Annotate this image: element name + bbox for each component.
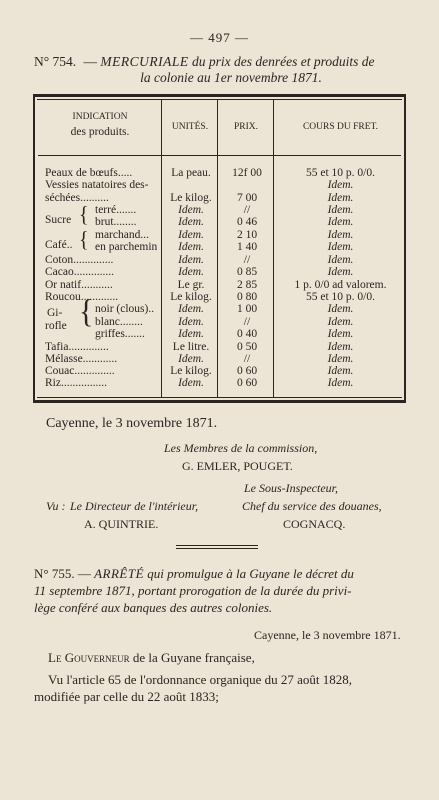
group-label-sucre: Sucre <box>45 214 72 226</box>
row-product-name: en parchemin <box>95 241 158 253</box>
row-freight: 1 p. 0/0 ad valorem. <box>294 279 387 291</box>
table-row <box>35 179 406 191</box>
row-price: // <box>243 204 251 216</box>
notice-754-number: N° 754. <box>34 54 77 69</box>
row-price: 0 80 <box>236 291 258 303</box>
row-price: // <box>243 316 251 328</box>
row-freight: Idem. <box>327 192 354 204</box>
row-unit: Le kilog. <box>170 365 212 377</box>
row-unit: Idem. <box>178 353 204 365</box>
signature-cognacq: COGNACQ. <box>283 517 346 531</box>
table-row <box>35 216 406 228</box>
row-product-name: Cacao.............. <box>45 266 114 278</box>
chef-douanes-label: Chef du service des douanes, <box>242 499 382 513</box>
row-unit: Le gr. <box>177 279 205 291</box>
notice-755-title-3: lège conféré aux banques des autres colonies. <box>34 600 273 615</box>
table-row <box>35 341 406 353</box>
commission-label: Les Membres de la commission, <box>164 441 318 455</box>
group-label-girofle-2: rofle <box>45 320 67 332</box>
table-row <box>35 192 406 204</box>
row-unit: Idem. <box>178 377 204 389</box>
row-unit: Idem. <box>178 216 204 228</box>
table-row <box>35 279 406 291</box>
row-freight: Idem. <box>327 328 354 340</box>
header-divider <box>38 155 401 156</box>
notice-755-line-1 <box>34 566 354 582</box>
header-unites: UNITÉS. <box>171 122 209 132</box>
table-row <box>35 229 406 241</box>
table-row <box>35 377 406 389</box>
notice-754-heading <box>34 54 416 86</box>
row-price: 12f 00 <box>232 167 262 179</box>
row-freight: 55 et 10 p. 0/0. <box>306 291 375 303</box>
table-row <box>35 266 406 278</box>
notice-754-title-2: la colonie au 1er novembre 1871. <box>140 70 322 85</box>
group-label-cafe: Café.. <box>45 239 73 251</box>
row-product-name: noir (clous).. <box>95 303 155 315</box>
notice-754-title-1: du prix des denrées et produits de <box>192 54 375 69</box>
row-freight: Idem. <box>327 241 354 253</box>
notice-755-dash: — <box>77 566 91 581</box>
row-unit: Le kilog. <box>170 291 212 303</box>
row-product-name: Peaux de bœufs..... <box>45 167 133 179</box>
table-row <box>35 365 406 377</box>
row-unit: Idem. <box>178 316 204 328</box>
row-price: 2 10 <box>236 229 258 241</box>
row-price: 0 40 <box>236 328 258 340</box>
header-indication: INDICATION <box>72 112 128 122</box>
notice-755-number: N° 755. <box>34 566 75 581</box>
header-prix: PRIX. <box>233 122 259 132</box>
row-product-name: Vessies natatoires des- <box>45 179 149 191</box>
row-price: // <box>243 353 251 365</box>
row-product-name: brut........ <box>95 216 137 228</box>
signature-quintrie: A. QUINTRIE. <box>84 517 159 531</box>
row-unit: Idem. <box>178 303 204 315</box>
table-row <box>35 353 406 365</box>
row-unit: Idem. <box>178 328 204 340</box>
row-freight: Idem. <box>327 266 354 278</box>
row-unit: Idem. <box>178 229 204 241</box>
price-table <box>33 94 406 403</box>
page-number: — 497 — <box>190 30 249 45</box>
date-2: Cayenne, le 3 novembre 1871. <box>254 628 401 642</box>
row-price: 0 46 <box>236 216 258 228</box>
row-product-name: Roucou............. <box>45 291 119 303</box>
row-price: 1 40 <box>236 241 258 253</box>
row-unit: Idem. <box>178 266 204 278</box>
row-unit: Le kilog. <box>170 192 212 204</box>
separator-rule <box>176 548 258 549</box>
table-row <box>35 204 406 216</box>
gouverneur-line <box>48 650 255 666</box>
commission-names: G. EMLER, POUGET. <box>182 459 293 473</box>
header-fret: COURS DU FRET. <box>302 122 379 132</box>
table-row <box>35 254 406 266</box>
row-freight: Idem. <box>327 316 354 328</box>
header-produits: des produits. <box>70 126 130 138</box>
row-product-name: griffes....... <box>95 328 145 340</box>
row-product-name: Tafia.............. <box>45 341 109 353</box>
row-freight: Idem. <box>327 377 354 389</box>
separator-rule <box>176 545 258 546</box>
gouverneur-rest: de la Guyane française, <box>132 650 255 665</box>
row-price: 0 50 <box>236 341 258 353</box>
table-row <box>35 241 406 253</box>
row-product-name: Mélasse............ <box>45 353 118 365</box>
brace-icon: { <box>79 293 94 330</box>
notice-755-keyword: ARRÊTÉ <box>94 566 145 581</box>
row-freight: Idem. <box>327 353 354 365</box>
table-row <box>35 167 406 179</box>
row-price: 7 00 <box>236 192 258 204</box>
row-product-name: blanc........ <box>95 316 143 328</box>
brace-icon: { <box>79 202 89 228</box>
row-unit: Idem. <box>178 254 204 266</box>
row-price: 0 85 <box>236 266 258 278</box>
vu-article-line-1: Vu l'article 65 de l'ordonnance organique du 27 août 1828, <box>48 672 353 687</box>
row-freight: Idem. <box>327 204 354 216</box>
group-label-girofle-1: Gi- <box>47 307 63 319</box>
notice-754-dash: — <box>83 54 98 69</box>
row-product-name: marchand... <box>95 229 149 241</box>
gouverneur-title: Le Gouverneur <box>48 650 130 665</box>
row-price: 0 60 <box>236 365 258 377</box>
row-price: 2 85 <box>236 279 258 291</box>
row-product-name: Couac.............. <box>45 365 115 377</box>
row-freight: Idem. <box>327 216 354 228</box>
row-price: // <box>243 254 251 266</box>
vu-article-line-2: modifiée par celle du 22 août 1833; <box>34 689 219 704</box>
directeur-label: Le Directeur de l'intérieur, <box>70 499 199 513</box>
row-product-name: terré....... <box>95 204 137 216</box>
row-product-name: Riz................ <box>45 377 107 389</box>
sous-inspecteur-label: Le Sous-Inspecteur, <box>244 481 338 495</box>
row-freight: Idem. <box>327 229 354 241</box>
row-unit: Le litre. <box>172 341 210 353</box>
place-date: Cayenne, le 3 novembre 1871. <box>46 416 218 431</box>
row-product-name: Coton.............. <box>45 254 114 266</box>
row-freight: Idem. <box>327 303 354 315</box>
row-price: 0 60 <box>236 377 258 389</box>
row-price: 1 00 <box>236 303 258 315</box>
row-freight: Idem. <box>327 179 354 191</box>
row-freight: Idem. <box>327 341 354 353</box>
brace-icon: { <box>79 227 89 253</box>
row-unit: Idem. <box>178 241 204 253</box>
vu-label: Vu : <box>46 499 66 513</box>
table-row <box>35 328 406 340</box>
row-unit: La peau. <box>171 167 211 179</box>
row-freight: Idem. <box>327 254 354 266</box>
row-freight: 55 et 10 p. 0/0. <box>306 167 375 179</box>
row-freight: Idem. <box>327 365 354 377</box>
notice-755-title-2: 11 septembre 1871, portant prorogation de la durée du privi- <box>34 583 352 598</box>
row-product-name: Or natif........... <box>45 279 113 291</box>
notice-754-keyword: MERCURIALE <box>100 54 189 69</box>
row-product-name: séchées.......... <box>45 192 109 204</box>
row-unit: Idem. <box>178 204 204 216</box>
notice-755-title-1: qui promulgue à la Guyane le décret du <box>147 566 354 581</box>
